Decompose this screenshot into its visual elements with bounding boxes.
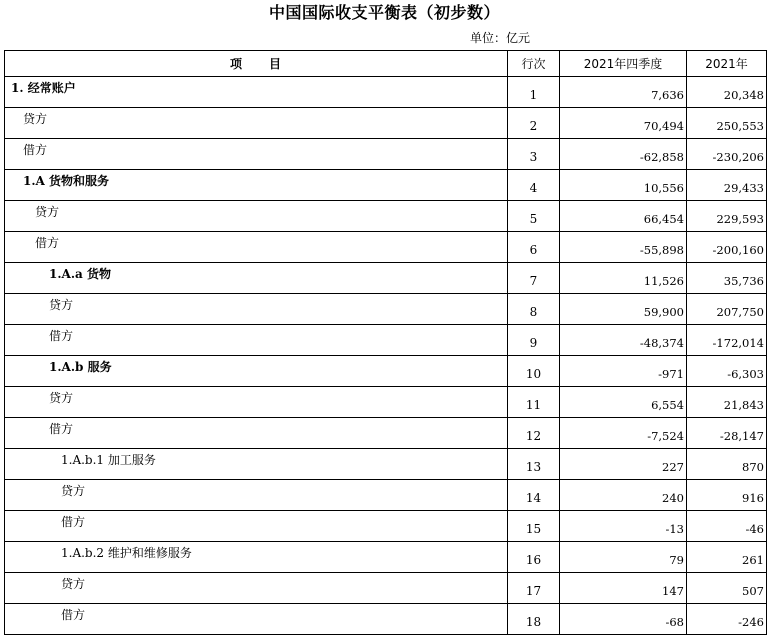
table-row xyxy=(5,449,767,480)
row-q4-value: -48,374 xyxy=(560,325,687,356)
header-row xyxy=(5,51,767,77)
row-q4-value: 10,556 xyxy=(560,170,687,201)
row-q4-value: 227 xyxy=(560,449,687,480)
header-line: 行次 xyxy=(508,51,560,77)
row-line: 5 xyxy=(508,201,560,232)
row-item: 借方 xyxy=(5,604,508,635)
row-q4-value: 79 xyxy=(560,542,687,573)
table-row xyxy=(5,542,767,573)
row-item: 贷方 xyxy=(5,201,508,232)
row-line: 17 xyxy=(508,573,560,604)
table-row xyxy=(5,139,767,170)
row-item: 贷方 xyxy=(5,387,508,418)
row-q4-value: -13 xyxy=(560,511,687,542)
row-q4-value: -55,898 xyxy=(560,232,687,263)
table-row xyxy=(5,263,767,294)
row-line: 7 xyxy=(508,263,560,294)
row-line: 18 xyxy=(508,604,560,635)
row-item: 借方 xyxy=(5,418,508,449)
row-year-value: -246 xyxy=(687,604,767,635)
row-q4-value: -971 xyxy=(560,356,687,387)
row-q4-value: -68 xyxy=(560,604,687,635)
row-line: 11 xyxy=(508,387,560,418)
table-row xyxy=(5,201,767,232)
row-item: 贷方 xyxy=(5,573,508,604)
row-line: 1 xyxy=(508,77,560,108)
table-row xyxy=(5,294,767,325)
row-year-value: -172,014 xyxy=(687,325,767,356)
row-line: 2 xyxy=(508,108,560,139)
row-q4-value: 147 xyxy=(560,573,687,604)
row-q4-value: 7,636 xyxy=(560,77,687,108)
row-item: 借方 xyxy=(5,139,508,170)
row-q4-value: 66,454 xyxy=(560,201,687,232)
table-row xyxy=(5,170,767,201)
header-year: 2021年 xyxy=(687,51,767,77)
row-line: 13 xyxy=(508,449,560,480)
row-q4-value: -7,524 xyxy=(560,418,687,449)
row-line: 8 xyxy=(508,294,560,325)
row-year-value: -200,160 xyxy=(687,232,767,263)
table-row xyxy=(5,480,767,511)
row-item: 贷方 xyxy=(5,480,508,511)
row-item: 1.A.b.2 维护和维修服务 xyxy=(5,542,508,573)
row-line: 9 xyxy=(508,325,560,356)
table-row xyxy=(5,77,767,108)
row-year-value: -46 xyxy=(687,511,767,542)
table-row xyxy=(5,232,767,263)
row-item: 借方 xyxy=(5,232,508,263)
row-year-value: 507 xyxy=(687,573,767,604)
row-item: 借方 xyxy=(5,325,508,356)
table-row xyxy=(5,511,767,542)
row-q4-value: 59,900 xyxy=(560,294,687,325)
row-q4-value: -62,858 xyxy=(560,139,687,170)
row-item: 贷方 xyxy=(5,294,508,325)
row-q4-value: 6,554 xyxy=(560,387,687,418)
row-year-value: 870 xyxy=(687,449,767,480)
row-item: 借方 xyxy=(5,511,508,542)
header-q4: 2021年四季度 xyxy=(560,51,687,77)
row-q4-value: 11,526 xyxy=(560,263,687,294)
table-row xyxy=(5,387,767,418)
table-row xyxy=(5,573,767,604)
row-year-value: 21,843 xyxy=(687,387,767,418)
row-line: 15 xyxy=(508,511,560,542)
row-year-value: -230,206 xyxy=(687,139,767,170)
row-line: 14 xyxy=(508,480,560,511)
row-item: 贷方 xyxy=(5,108,508,139)
row-item: 1.A.a 货物 xyxy=(5,263,508,294)
row-year-value: 916 xyxy=(687,480,767,511)
row-item: 1. 经常账户 xyxy=(5,77,508,108)
row-item: 1.A 货物和服务 xyxy=(5,170,508,201)
row-q4-value: 240 xyxy=(560,480,687,511)
row-year-value: 229,593 xyxy=(687,201,767,232)
row-line: 16 xyxy=(508,542,560,573)
row-line: 10 xyxy=(508,356,560,387)
row-line: 12 xyxy=(508,418,560,449)
row-item: 1.A.b.1 加工服务 xyxy=(5,449,508,480)
row-year-value: -6,303 xyxy=(687,356,767,387)
table-row xyxy=(5,108,767,139)
balance-of-payments-table xyxy=(4,50,767,635)
row-year-value: 29,433 xyxy=(687,170,767,201)
row-year-value: 35,736 xyxy=(687,263,767,294)
row-year-value: 261 xyxy=(687,542,767,573)
header-item: 项 目 xyxy=(5,51,508,77)
row-line: 4 xyxy=(508,170,560,201)
row-line: 6 xyxy=(508,232,560,263)
row-year-value: 250,553 xyxy=(687,108,767,139)
row-line: 3 xyxy=(508,139,560,170)
table-row xyxy=(5,418,767,449)
unit-label: 单位：亿元 xyxy=(470,31,531,45)
row-year-value: -28,147 xyxy=(687,418,767,449)
table-row xyxy=(5,604,767,635)
row-year-value: 207,750 xyxy=(687,294,767,325)
table-title: 中国国际收支平衡表（初步数） xyxy=(268,3,500,22)
row-q4-value: 70,494 xyxy=(560,108,687,139)
table-row xyxy=(5,325,767,356)
row-item: 1.A.b 服务 xyxy=(5,356,508,387)
table-row xyxy=(5,356,767,387)
row-year-value: 20,348 xyxy=(687,77,767,108)
